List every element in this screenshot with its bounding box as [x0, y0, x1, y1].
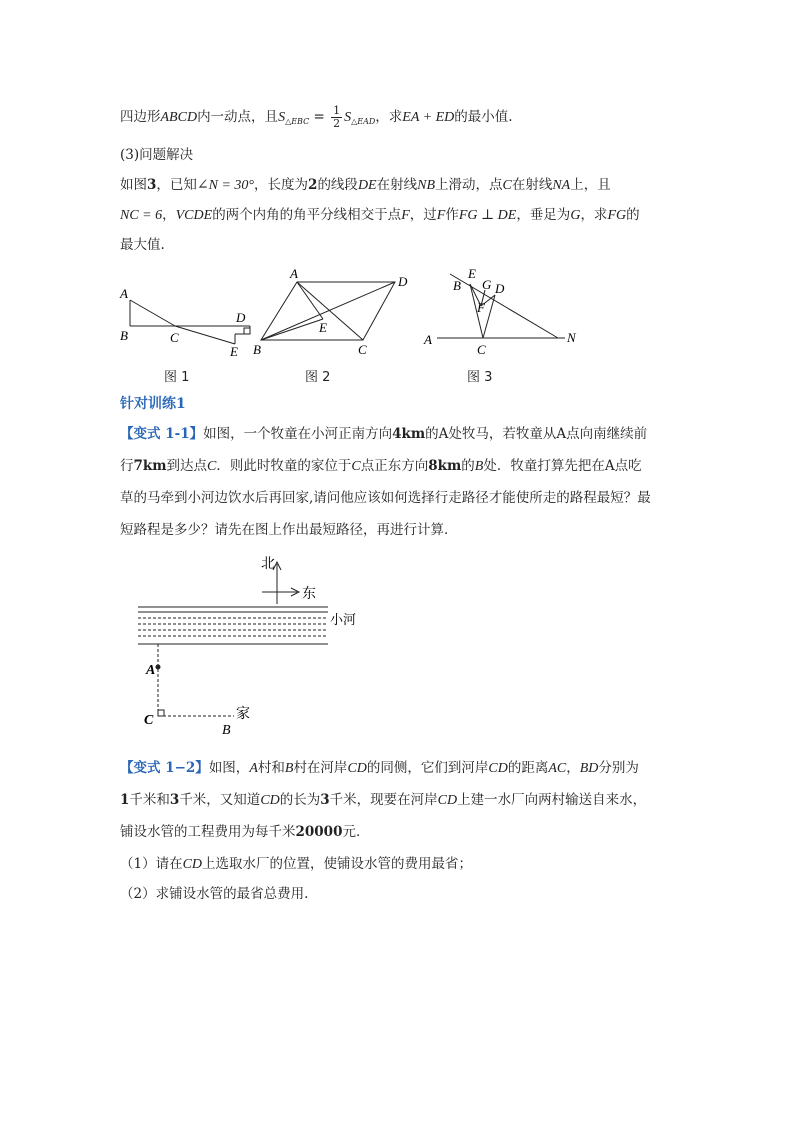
fig1-label-c: C: [170, 330, 179, 345]
fraction-num: 1: [333, 104, 341, 117]
v12-question-1: （1）请在CD上选取水厂的位置，使铺设水管的费用最省；: [120, 856, 473, 872]
figure-2: [261, 282, 395, 340]
v12-line-3: 铺设水管的工程费用为每千米20000元．: [120, 824, 370, 840]
variant-tag: 【变式 1-1】: [120, 426, 204, 442]
figures-svg: [110, 262, 600, 362]
math-sub-ebc: △EBC: [285, 117, 310, 126]
fig2-label-d: D: [398, 274, 408, 289]
fraction-half: [331, 105, 342, 130]
label-river: 小河: [330, 612, 357, 627]
text: ，求: [375, 109, 403, 125]
fig2-label-c: C: [358, 342, 367, 357]
river-water-lines: [138, 618, 328, 716]
fig3-label-a: A: [424, 332, 432, 347]
v12-line-1: 【变式 1−2】如图，A村和B村在河岸CD的同侧，它们到河岸CD的距离AC，BD分别为: [120, 760, 639, 776]
fig3-label-d: D: [495, 281, 505, 296]
right-angle-mark: [158, 710, 164, 716]
fig2-caption: 图 2: [305, 370, 331, 385]
label-east: 东: [302, 587, 316, 602]
fig3-label-n: N: [567, 330, 576, 345]
fig3-label-b: B: [453, 278, 461, 293]
v11-line-2: 行7km到达点C．则此时牧童的家位于C点正东方向8km的B处．牧童打算先把在A点吃: [120, 458, 642, 474]
text: 四边形: [120, 109, 161, 125]
river-label-a: A: [146, 663, 156, 678]
section-title: 针对训练1: [120, 396, 186, 412]
label-north: 北: [261, 557, 275, 572]
math-s: S: [278, 110, 286, 125]
fraction-den: 2: [333, 117, 341, 130]
problem-line-4: NC = 6，VCDE的两个内角的角平分线相交于点F，过F作FG ⊥ DE，垂足为G，求FG的: [120, 207, 640, 223]
v12-question-2: （2）求铺设水管的最省总费用.: [120, 886, 309, 902]
fig2-label-a: A: [290, 266, 298, 281]
text: 的最小值.: [454, 109, 513, 125]
v12-line-2: 1千米和3千米，又知道CD的长为3千米，现要在河岸CD上建一水厂向两村输送自来水，: [120, 792, 647, 808]
problem-line-1: [120, 105, 513, 132]
fig3-label-g: G: [482, 277, 492, 292]
variant-tag: 【变式 1−2】: [120, 760, 209, 776]
label-home: 家: [236, 707, 250, 722]
v11-line-3: 草的马牵到小河边饮水后再回家,请问他应该如何选择行走路径才能使所走的路程最短？最: [120, 490, 651, 506]
fig3-caption: 图 3: [467, 370, 493, 385]
fig3-label-e: E: [468, 266, 476, 281]
fig1-label-d: D: [236, 310, 246, 325]
math-eq: =: [309, 109, 330, 125]
v11-line-4: 短路程是多少？请先在图上作出最短路径，再进行计算．: [120, 522, 458, 538]
fig2-label-e: E: [319, 320, 327, 335]
v11-line-1: 【变式 1-1】如图，一个牧童在小河正南方向4km的A处牧马，若牧童从A点向南继续前: [120, 426, 648, 442]
text: (3)问题解决: [120, 147, 194, 163]
math-sub-ead: △EAD: [351, 117, 376, 126]
river-label-b: B: [222, 723, 231, 738]
problem-line-3: 如图3，已知∠N = 30°，长度为2的线段DE在射线NB上滑动，点C在射线NA上，且: [120, 177, 611, 193]
fig1-label-a: A: [120, 286, 128, 301]
fig3-label-c: C: [477, 342, 486, 357]
fig3-label-f: F: [477, 300, 485, 315]
fig1-label-e: E: [230, 344, 238, 359]
point-a-dot: [156, 665, 161, 670]
text: 内一动点，且: [197, 109, 279, 125]
fig2-label-b: B: [253, 342, 261, 357]
river-label-c: C: [144, 713, 154, 728]
math-s: S: [344, 110, 352, 125]
fig1-caption: 图 1: [164, 370, 190, 385]
math-expr: EA + ED: [402, 110, 455, 125]
fig1-label-b: B: [120, 328, 128, 343]
figure-1: [130, 300, 250, 344]
problem-line-5: 最大值.: [120, 237, 165, 253]
math-angle: ∠N = 30°: [196, 178, 255, 193]
problem-heading-3: [120, 145, 193, 165]
river-figure: [130, 552, 380, 742]
math-abcd: ABCD: [160, 110, 198, 125]
